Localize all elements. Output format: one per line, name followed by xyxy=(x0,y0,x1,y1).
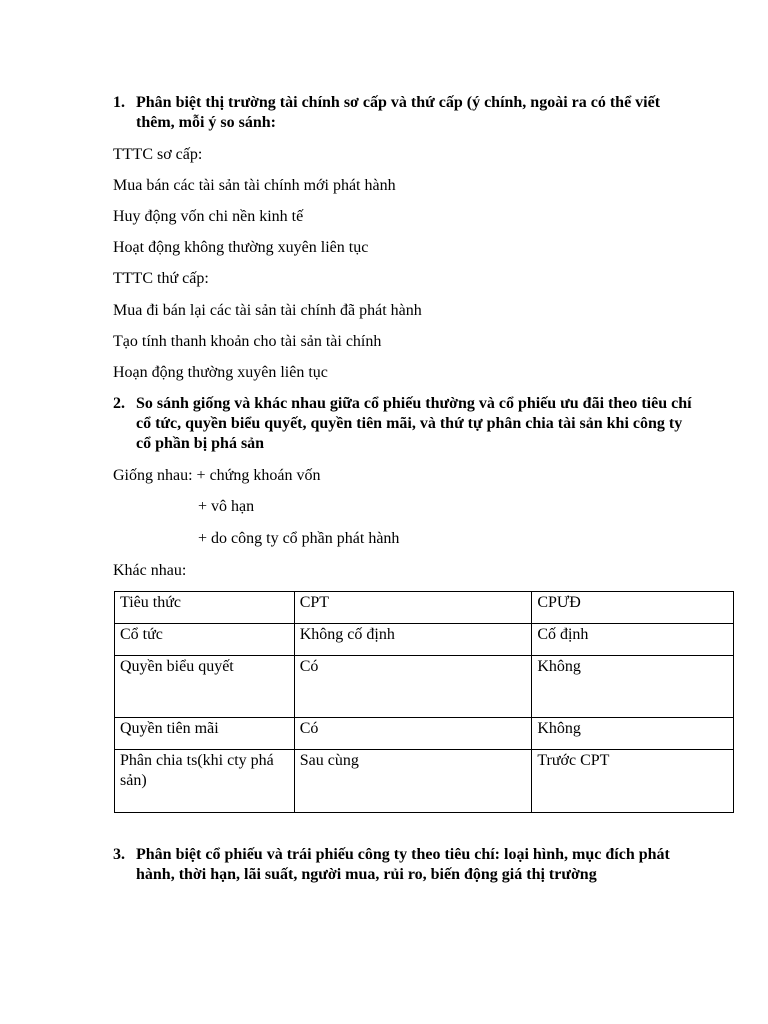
table-row xyxy=(115,750,734,813)
table-cell: CPT xyxy=(294,592,532,624)
table-cell: Tiêu thức xyxy=(115,592,295,624)
table-row xyxy=(115,718,734,750)
question-2-heading xyxy=(113,394,693,454)
comparison-table xyxy=(114,591,734,813)
table-row xyxy=(115,656,734,718)
differences-label: Khác nhau: xyxy=(113,562,187,579)
table-cell: Cố định xyxy=(532,624,734,656)
question-number: 2. xyxy=(113,395,125,412)
table-cell: Sau cùng xyxy=(294,750,532,813)
table-cell: Không cố định xyxy=(294,624,532,656)
question-text: Phân biệt cổ phiếu và trái phiếu công ty theo tiêu chí: loại hình, mục đích phát hành, thời hạn, lãi suất, người mua, rủi ro, biến động giá thị trường xyxy=(136,846,670,883)
table-cell: Phân chia ts(khi cty phá sản) xyxy=(115,750,295,813)
similarities-item: + vô hạn xyxy=(198,498,255,515)
paragraph: Hoạn động thường xuyên liên tục xyxy=(113,364,328,381)
table-row xyxy=(115,624,734,656)
table-cell: Quyền tiên mãi xyxy=(115,718,295,750)
question-number: 3. xyxy=(113,846,125,863)
similarities-item: + do công ty cổ phần phát hành xyxy=(198,530,400,547)
paragraph: TTTC sơ cấp: xyxy=(113,146,203,163)
question-3-heading xyxy=(113,845,693,885)
question-1-heading xyxy=(113,93,693,133)
table-cell: Có xyxy=(294,656,532,718)
paragraph: Mua bán các tài sản tài chính mới phát hành xyxy=(113,177,396,194)
question-text: Phân biệt thị trường tài chính sơ cấp và thứ cấp (ý chính, ngoài ra có thể viết thêm, mỗi ý so sánh: xyxy=(136,94,661,131)
question-number: 1. xyxy=(113,94,125,111)
paragraph: TTTC thứ cấp: xyxy=(113,270,209,287)
paragraph: Huy động vốn chi nền kinh tế xyxy=(113,208,304,225)
table-row xyxy=(115,592,734,624)
question-text: So sánh giống và khác nhau giữa cổ phiếu thường và cổ phiếu ưu đãi theo tiêu chí cổ tức, quyền biểu quyết, quyền tiên mãi, và thứ tự phân chia tài sản khi công ty cổ phần bị phá sản xyxy=(136,395,692,452)
paragraph: Tạo tính thanh khoản cho tài sản tài chính xyxy=(113,333,382,350)
table-cell: Quyền biểu quyết xyxy=(115,656,295,718)
table-cell: CPƯĐ xyxy=(532,592,734,624)
table-cell: Không xyxy=(532,656,734,718)
paragraph: Hoạt động không thường xuyên liên tục xyxy=(113,239,369,256)
paragraph: Mua đi bán lại các tài sản tài chính đã phát hành xyxy=(113,302,422,319)
table-cell: Trước CPT xyxy=(532,750,734,813)
table-cell: Có xyxy=(294,718,532,750)
similarities-line: Giống nhau: + chứng khoán vốn xyxy=(113,467,321,484)
table-cell: Cổ tức xyxy=(115,624,295,656)
table-cell: Không xyxy=(532,718,734,750)
